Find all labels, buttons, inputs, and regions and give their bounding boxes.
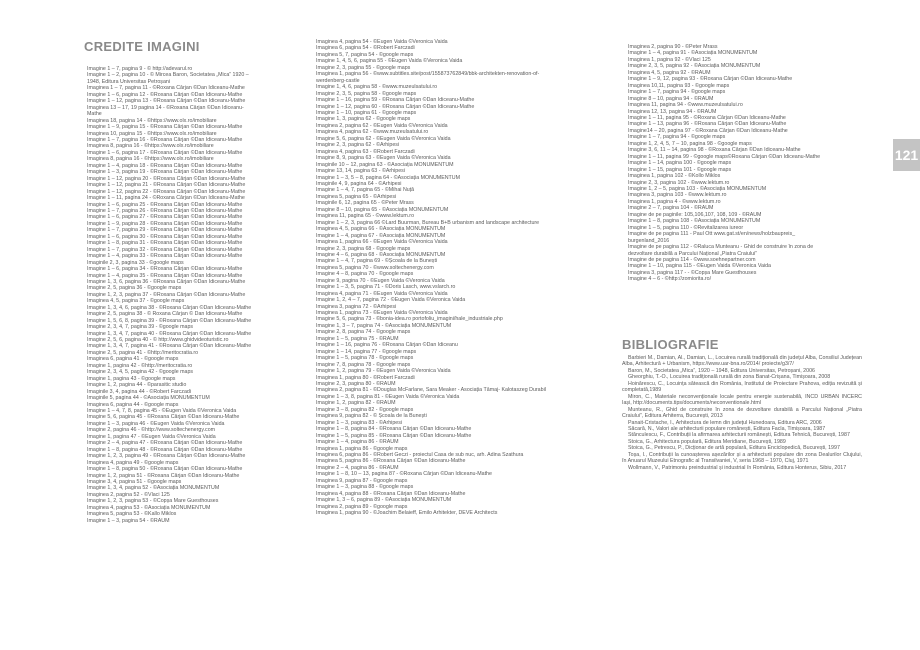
credit-line: Imaginea 4, 5, pagina 92 - ©RAUM <box>628 69 711 76</box>
credit-line: Imaginile 6, 12, pagina 65 - ©Peter Mrass <box>316 200 414 207</box>
credit-line: Imagine 1, 2, pagina 51 - ©Roxana Cârjan ©Dan Idiceanu-Mathe <box>87 472 240 479</box>
credit-line: Imagine 1, 4, 6, pagina 58 - ©www.muzeulsatului.ro <box>316 84 438 91</box>
credit-line: Imaginea 4, pagina 63 - ©Robert Farczadi <box>316 148 415 155</box>
credits-column-2 <box>316 39 616 517</box>
credit-line: Imaginile 4, 9, pagina 64 - ©Arhipesi <box>316 180 402 187</box>
credit-line: Imagine 1 – 4, pagina 67 - ©Asociația MONUMENTUM <box>316 232 446 239</box>
credit-line: Imagine 1 – 8, pagina 108 - ©Asociația MONUMENTUM <box>628 218 761 225</box>
credit-line: Imagine 1 – 4, pagina 86 - ©RAUM <box>316 439 399 446</box>
credit-line: Imagine 1 – 11, pagina 95 - ©Roxana Cârjan ©Dan Idiceanu-Mathe <box>628 114 786 121</box>
credit-line: Imagine 1 – 16, pagina 76 - ©Roxana Cârjan ©Dan Idiceanu <box>316 342 458 349</box>
credit-line: Imagine 1 – 7, pagina 29 - ©Roxana Cârjan ©Dan Idiceanu-Mathe <box>87 227 243 234</box>
credit-line: Imaginea 1, pagina 86 - ©google maps <box>316 445 408 452</box>
credit-line: Imagine 3 – 8, pagina 82 - ©google maps <box>316 406 414 413</box>
credit-line: Imagine 1, 2, pagina 44 - ©parasitic studio <box>87 382 187 389</box>
credit-line: Imagine 1 – 2, 3, pagina 66 ©Lard Buurman, Bureau B+B urbanism and landscape architecture <box>316 219 540 226</box>
credit-line: Imagine 1 – 15, pagina 101 - ©google maps <box>628 166 732 173</box>
credit-line: Imagine 1, 3, pagina 62 - ©google maps <box>316 116 411 123</box>
credit-line: Imagine 2, 3, pagina 102 - ©www.lektum.ro <box>628 179 730 186</box>
credit-line: Imagine 1 – 3, 8, pagina 81 - ©Eugen Vaida ©Veronica Vaida <box>316 393 460 400</box>
credit-line: Imagine 8, 9, pagina 63 - ©Eugen Vaida ©Veronica Vaida <box>316 155 451 162</box>
credit-line: dezvoltare durabilă a Parcului Național „Piatra Craiului” <box>628 250 757 257</box>
credit-line: Imagine 1, 2, pagina 82 - ©RAUM <box>316 400 396 407</box>
credit-line: Imagine 1 – 13, pagina 96 - ©Roxana Cârjan ©Dan Idiceanu-Mathe <box>628 121 787 128</box>
credit-line: Imagine 2, 3, 4, 7, pagina 39 - ©google maps <box>87 324 194 331</box>
credit-line: Imagine 1 – 10, pagina 115 - ©Eugen Vaida ©Veronica Vaida <box>628 263 771 270</box>
credit-line: Imagine 1 – 2, pagina 10 - © Mircea Baron, Societatea „Mica” 1920 – <box>87 72 249 79</box>
credit-line: Imagine 1 – 7, pagina 26 - ©Roxana Cârjan ©Dan Idiceanu-Mathe <box>87 207 243 214</box>
credit-line: Imagine 1 – 3, pagina 83 - ©Arhipesi <box>316 419 403 426</box>
credit-line: Imagine 2, 3, pagina 68 - ©google maps <box>316 245 411 252</box>
bibliography-entry: Săcară, N., Valori ale arhitecturii populare românești, Editura Facla, Timișoara, 1987 <box>628 425 826 432</box>
credit-line: Imaginea 2, pagina 81 - ©Douglas McFarlane, Sara Meaker - Asociația Tâmaj- Kalotaszeg Durabil <box>316 387 546 394</box>
credit-line: Imagine 1 – 5, pagina 85 - ©Roxana Cârjan ©Dan Idiceanu-Mathe <box>316 432 472 439</box>
credit-line: Imagine 1 – 5, pagina 78 - ©google maps <box>316 355 414 362</box>
bibliography-entry: Wollmann, V., Patrimoniu preindustrial și industrial în România, Editura Honterus, Sibiu, 2017 <box>628 464 847 471</box>
credit-line: Imaginea 6, pagina 41 - ©google maps <box>87 356 179 363</box>
credit-line: Imaginea 1, pagina 4 - ©www.lektum.ro <box>628 198 721 205</box>
credit-line: Imagine 1 – 16, pagina 59 - ©Roxana Cârjan ©Dan Idiceanu-Mathe <box>316 97 475 104</box>
credit-line: Imaginea 1, pagina 66 - ©Eugen Vaida ©Veronica Vaida <box>316 239 448 246</box>
credit-line: Imagine 1 – 4, 7, pagina 69 - ©Școala de la Bunești <box>316 258 438 265</box>
credit-line: Imagine 13, 14, pagina 63 - ©Arhipesi <box>316 168 406 175</box>
credit-line: Imaginile 2, 3, pagina 33 - ©google maps <box>87 259 184 266</box>
credit-line: Imagine 2, 3, pagina 62 - ©Arhipesi <box>316 142 400 149</box>
credit-line: Imagine 2, 3, 5, pagina 58 - ©google maps <box>316 90 417 97</box>
credit-line: Imagine 2 – 4, pagina 47 - ©Roxana Cârjan ©Dan Idiceanu-Mathe <box>87 440 243 447</box>
credit-line: Imagine 1 – 12, pagina 60 - ©Roxana Cârjan ©Dan Idiceanu-Mathe <box>316 103 475 110</box>
credit-line: Imagine 2, 3, pagina 55 - ©google maps <box>316 64 411 71</box>
credit-line: Imaginea 5, pagina 86 - ©Roxana Cârjan ©Dan Idiceanu-Mathe <box>316 458 466 465</box>
credit-line: Imagine 1 – 4, pagina 35 - ©Roxana Cârjan ©Dan Idiceanu-Mathe <box>87 272 243 279</box>
credit-line: Imaginea 4, pagina 71 - ©Eugen Vaida ©Veronica Vaida <box>316 290 448 297</box>
credit-line: Imagine 4 – 8, pagina 70 - ©google maps <box>316 271 414 278</box>
bibliography-list <box>622 355 862 471</box>
credit-line: Imagine 1 – 3, 5, pagina 71 - ©Doris Lasch, www.vslarch.ro <box>316 284 456 291</box>
credits-column-3 <box>628 44 860 283</box>
credit-line: Imagine 1 – 12, pagina 20 - ©Roxana Cârjan ©Dan Idiceanu-Mathe <box>87 175 246 182</box>
credit-line: Imagine 1 – 4, 7, pagina 65 - ©Mihai Nuță <box>316 187 415 194</box>
credit-line: Imagine 1 – 7, pagina 32 - ©Roxana Cârjan ©Dan Idiceanu-Mathe <box>87 246 243 253</box>
credit-line: Imagine 1 – 6, pagina 25 - ©Roxana Cârjan ©Dan Idiceanu-Mathe <box>87 201 243 208</box>
credit-line: Imaginea 4, pagina 54 - ©Eugen Vaida ©Veronica Vaida <box>316 39 448 45</box>
bibliography-entry: Stănculescu, F., Contribuții la afirmarea arhitecturii românești, Editura Tehnică, București, 1987 <box>628 432 850 439</box>
credit-line: Imagine 2, 5, pagina 38 - © Roxana Cârjan © Dan Idiceanu-Mathe <box>87 311 243 318</box>
credit-line: Imagine 2, 3, 4, 5, pagina 42 - ©google maps <box>87 369 194 376</box>
credit-line: Imaginea 12, 13, pagina 94 - ©RAUM <box>628 108 717 115</box>
credit-line: Imagine de pe pagina 111 - Paul Ott www.gat.st/en/news/holzbaupreis_ <box>628 231 796 238</box>
credit-line: Imaginea 2, pagina 62 - ©Eugen Vaida ©Veronica Vaida <box>316 122 448 129</box>
credit-line: Imagine 5, 6, pagina 73 - ©bonia-idea.ro portofoliu_imagini/hale_industriale.php <box>316 316 503 323</box>
credit-line: Imagine de pe pagina 112 - ©Raluca Munteanu - Ghid de construire în zona de <box>628 244 814 251</box>
credit-line: Imagine 4 – 6 - ©http://zomiorita.ro/ <box>628 276 712 283</box>
credit-line: Imaginea 2, pagina 89 - ©google maps <box>316 503 408 510</box>
credit-line: Imagine 2, pagina 46 - ©http://www.soltechenergy.com <box>87 427 216 434</box>
page-number-tab: 121 <box>893 139 920 171</box>
credit-line: Imaginea 9, pagina 87 - ©google maps <box>316 477 408 484</box>
credit-line: Imagine 1 – 7, pagina 16 - ©Roxana Cârjan ©Dan Idiceanu-Mathe <box>87 136 243 143</box>
credit-line: Imaginea 4, pagina 88 - ©Roxana Cârjan ©Dan Idiceanu-Mathe <box>316 490 466 497</box>
bibliography-entry: Baron, M., Societatea „Mica”, 1920 – 1948, Editura Universitas, Petroșani, 2006 <box>628 367 815 374</box>
credit-line: Imagine 1 – 5, pagina 110 - ©Revitalizarea iureor <box>628 224 744 231</box>
credit-line: Imagine 1 – 3, pagina 88 - ©google maps <box>316 484 414 491</box>
bibliography-entry: Stoica, G., Petrescu, P., Dicționar de artă populară, Editura Enciclopedică, București, 1997 <box>628 445 840 452</box>
credit-line: Imagine 1 – 14, pagina 77 - ©google maps <box>316 348 417 355</box>
credit-line: Imagine 1 – 4, 7, 8, pagina 45 - ©Eugen Vaida ©Veronica Vaida <box>87 408 237 415</box>
credit-line: Imagine 1 – 9, pagina 15 - ©Roxana Cârjan ©Dan Idiceanu-Mathe <box>87 124 243 131</box>
credit-line: Imaginea 8, pagina 16 - ©https://www.olx.ro/imobiliare <box>87 156 214 163</box>
credit-line: Imagine 1, 3, 4, 7, pagina 41 - ©Roxana Cârjan ©Dan Idiceanu-Mathe <box>87 343 252 350</box>
credit-line: Imagine 1 – 9, 12, pagina 93 - ©Roxana Cârjan ©Dan Idiceanu-Mathe <box>628 76 793 83</box>
credit-line: Imaginea 1, pagina 56 - ©www.subtitles.site/post/155873762849/bbk-architekten-renovation-of- <box>316 71 540 78</box>
credit-line: Imagine 1, 2, 4, 5, 7 – 10, pagina 98 - ©google maps <box>628 140 752 147</box>
credit-line: Imaginea 5, pagina 70 - ©www.soltechenergy.com <box>316 264 434 271</box>
credit-line: Imaginile 5, pagina 44 - ©Asociația MONUMENTUM <box>87 395 210 402</box>
credit-line: Imagine de pe pagina 114 - ©www.soehnepartner.com <box>628 256 756 263</box>
credit-line: Imagine 1 – 4, pagina 33 - ©Roxana Cârjan ©Dan Idiceanu-Mathe <box>87 253 243 260</box>
credit-line: Imagine 1, 3 – 6, pagina 89 - ©Asociația MONUMENTUM <box>316 497 452 504</box>
credit-line: Imagine 1, 2, 3, pagina 49 - ©Roxana Cârjan ©Dan Idiceanu-Mathe <box>87 453 246 460</box>
credit-line: Imagine 1 – 12, pagina 13 - ©Roxana Cârjan ©Dan Idiceanu-Mathe <box>87 98 246 105</box>
credit-line: Imagine 2 – 4, pagina 86 - ©RAUM <box>316 464 399 471</box>
credit-line: Mathe <box>87 111 102 118</box>
bibliography-entry: Gheorghiu, T.-O., Locuirea tradițională rurală din zona Banat-Crișana, Timișoara, 2008 <box>628 374 831 381</box>
credit-line: Imaginea 6, pagina 44 - ©google maps <box>87 401 179 408</box>
credit-line: Imagine 1, 2 – 5, pagina 103 - ©Asociația MONUMENTUM <box>628 185 767 192</box>
credit-line: Imagine 1 – 11, pagina 24 - ©Roxana Cârjan ©Dan Idiceanu-Mathe <box>87 195 245 202</box>
credit-line: burgenland_2016 <box>628 237 670 244</box>
credit-line: Imaginea 1 – 7, pagina 11 - ©Roxana Cârjan ©Dan Idiceanu-Mathe <box>87 85 245 92</box>
credit-line: Imagine 3, 4, pagina 51 - ©google maps <box>87 479 182 485</box>
credit-line: Imaginea 11, pagina 94 - ©www.muzeulsatului.ro <box>628 102 743 109</box>
credit-line: Imagine 1 – 6, pagina 27 - ©Roxana Cârjan ©Dan Idiceanu-Mathe <box>87 214 243 221</box>
credit-line: Imagine 1 – 11, pagina 99 - ©google maps©Roxana Cârjan ©Dan Idiceanu-Mathe <box>628 153 821 160</box>
credit-line: Imaginea 2, pagina 52 - ©Vlaci 125 <box>87 491 170 498</box>
credit-line: Imagine 2, 5, pagina 36 - ©google maps <box>87 285 182 292</box>
credit-line: Imagine 5, 6, pagina 62 - ©Eugen Vaida ©Veronica Vaida <box>316 135 451 142</box>
credit-line: Imaginea 3, pagina 103 - ©www.lektum.ro <box>628 192 727 199</box>
credit-line: Imagine 1 – 14, pagina 100 - ©google maps <box>628 160 732 167</box>
credit-line: Imaginea 10, pagina 15 - ©https://www.olx.ro/imobiliare <box>87 130 217 137</box>
credit-line: Imagine 1 – 6, pagina 34 - ©Roxana Cârjan ©Dan Idiceanu-Mathe <box>87 266 243 273</box>
credit-line: werdenberg-castle <box>316 77 360 84</box>
credit-line: Imaginile 3, 4, pagina 44 - ©Robert Farczadi <box>87 388 192 395</box>
credit-line: Imagine 1, 3, 4, 7, pagina 40 - ©Roxana Cârjan ©Dan Idiceanu-Mathe <box>87 330 252 337</box>
credit-line: Imagine 1 – 7, pagina 9 - © http://adevarul.ro <box>87 66 193 72</box>
bibliography-entry: Miron, C., Materiale neconvenționale locale pentru energie sustenabilă, INCD URBAN INCERC Iași, http://documents.tips/documents/neconventionale.html <box>622 393 862 407</box>
credits-heading: CREDITE IMAGINI <box>84 39 200 54</box>
credit-line: Imagine 1, 3 – 7, pagina 74 - ©Asociația MONUMENTUM <box>316 322 452 329</box>
credit-line: Imagine 1 – 7, pagina 94 - ©google maps <box>628 134 726 141</box>
credit-line: Imagine 1 – 3, pagina 54 - ©RAUM <box>87 517 170 524</box>
credit-line: Imagine 2, 3, pagina 80 - ©RAUM <box>316 381 396 388</box>
credit-line: Imagine 1 – 3, pagina 19 - ©Roxana Cârjan ©Dan Idiceanu-Mathe <box>87 169 243 176</box>
credit-line: Imaginea 13 – 17, 19 pagina 14 - ©Roxana Cârjan ©Dan Idiceanu- <box>87 104 244 111</box>
credit-line: Imagine14 – 20, pagina 97 - ©Roxana Cârjan ©Dan Idiceanu-Mathe <box>628 127 788 134</box>
credit-line: Imagine 1, pagina 43 - ©google maps <box>87 375 176 382</box>
credit-line: Imagine 1 – 9, pagina 28 - ©Roxana Cârjan ©Dan Idiceanu-Mathe <box>87 220 243 227</box>
credit-line: Imagine 1, 5, 6, 8, pagina 39 - ©Roxana Cârjan ©Dan Idiceanu-Mathe <box>87 317 252 324</box>
credit-line: Imaginea 4, pagina 53 - ©Asociația MONUMENTUM <box>87 504 211 511</box>
credit-line: Imagine 1 – 12, pagina 22 - ©Roxana Cârjan ©Dan Idiceanu-Mathe <box>87 188 246 195</box>
credit-line: Imagine 1, pagina 42 - ©http://meritocratia.ro <box>87 362 193 369</box>
credit-line: Imagine 1 – 10, pagina 61 - ©google maps <box>316 109 417 116</box>
credit-line: Imagine 1 – 8, pagina 84 - ©Roxana Cârjan ©Dan Idiceanu-Mathe <box>316 426 472 433</box>
credit-line: Imaginea 1, pagina 73 - ©Eugen Vaida ©Veronica Vaida <box>316 310 448 317</box>
credit-line: Imagine 1 – 8, pagina 31 - ©Roxana Cârjan ©Dan Idiceanu-Mathe <box>87 240 243 247</box>
bibliography-entry: Barbieri M., Damian, Al., Damian, L., Locuirea rurală tradițională din județul Alba, Consiliul Județean Alba, Arhitectură + Urbanism, https://www.uar-bna.ro/2014/ proiecte/g3/7/ <box>622 355 862 368</box>
credit-line: Imagine 4 – 6, pagina 68 - ©Asociația MONUMENTUM <box>316 251 446 258</box>
credit-line: Imaginea 1, pagina 80 - ©Robert Farczadi <box>316 374 415 381</box>
credit-line: Imaginea 3, pagina 117 - - ©Copșa Mare Guesthouses <box>628 269 757 276</box>
credit-line: Imagine 3, 6, 11 – 14, pagina 98 - ©Roxana Cârjan ©Dan Idiceanu-Mathe <box>628 147 801 154</box>
credit-line: Imagine 2, 3, 5, pagina 92 - ©Asociația MONUMENTUM <box>628 63 761 70</box>
credit-line: Imagine 2 – 7, pagina 104 - ©RAUM <box>628 205 714 212</box>
credit-line: Imagine 8 – 10, pagina 94 - ©RAUM <box>628 95 714 102</box>
credit-line: Imagine de pe paginile: 105,106,107, 108, 109 - ©RAUM <box>628 211 762 218</box>
credit-line: Imaginea 4, pagina 62 - ©www.muzeulsatului.ro <box>316 129 429 136</box>
credit-line: 1948, Editura Universitas Petroșani <box>87 78 171 85</box>
credit-line: Imagine 1, 4, 5, 6, pagina 55 - ©Eugen Vaida ©Veronica Vaida <box>316 58 463 65</box>
credits-column-1 <box>87 66 303 524</box>
credit-line: Imagine 1 – 8, pagina 50 - ©Roxana Cârjan ©Dan Idiceanu-Mathe <box>87 466 243 473</box>
credit-line: Imagine 1 – 6, pagina 30 - ©Roxana Cârjan ©Dan Idiceanu-Mathe <box>87 233 243 240</box>
credit-line: Imagine 1 – 12, pagina 21 - ©Roxana Cârjan ©Dan Idiceanu-Mathe <box>87 182 246 189</box>
credit-line: Imagine 7, 8, pagina 78 - ©google maps <box>316 361 411 368</box>
credit-line: Imagine 2, 8, pagina 74 - ©google maps <box>316 329 411 336</box>
credit-line: Imaginea 18, pagina 14 - ©https://www.olx.ro/imobiliare <box>87 117 217 124</box>
credit-line: Imaginea 5, pagina 53 - ©Kallo Miklos <box>87 511 177 518</box>
credit-line: Imaginea 1, pagina 92 - ©Vlaci 125 <box>628 56 711 63</box>
credit-line: Imagine 9, pagina 70 - ©Eugen Vaida ©Veronica Vaida <box>316 277 445 284</box>
credit-line: Imagine 1 – 4, pagina 91 - ©Asociația MONUMENTUM <box>628 50 758 57</box>
credit-line: Imaginea 6, pagina 54 - ©Robert Farczadi <box>316 45 415 52</box>
bibliography-entry: Toșa, I., Contribuții la cunoașterea așezărilor și a arhitecturii populare din zona Dealurilor Clujului, în Anuarul Muzeului Etnografic al Transilvaniei, V, seria 1968 – 1970, Cluj, 1971 <box>622 451 862 465</box>
credit-line: Imagine 1 – 6, pagina 17 - ©Roxana Cârjan ©Dan Idiceanu-Mathe <box>87 149 243 156</box>
credit-line: Imaginea 4, pagina 49 - ©google maps <box>87 459 179 466</box>
credit-line: Imagine 1 – 7, pagina 94 - ©google maps <box>628 89 726 96</box>
credit-line: Imaginea 5, 7, pagina 54 - ©google maps <box>316 51 414 58</box>
credit-line: Imaginea 8, pagina 16 - ©https://www.olx.ro/imobiliare <box>87 143 214 150</box>
credit-line: Imagine 1, 3, 6, pagina 36 - ©Roxana Cârjan ©Dan Idiceanu-Mathe <box>87 278 246 285</box>
credit-line: Imagine 1 – 3, pagina 46 - ©Eugen Vaida ©Veronica Vaida <box>87 420 225 427</box>
credit-line: Imaginea 11, pagina 65 - ©www.lektum.ro <box>316 213 415 220</box>
bibliography-entry: Hoinărescu, C., Locuința sătească din România, Institutul de Proiectare Prahova, ediția revizuită și completată,1989 <box>622 380 862 394</box>
credit-line: Imaginea 6, pagina 86 - ©Robert Geczi - proiectul Casa de sub nuc, arh. Adina Szathura <box>316 452 524 458</box>
credit-line: Imaginea 10,11, pagina 93 - ©google maps <box>628 82 730 89</box>
credit-line: Imagine 8 – 10, pagina 65 - ©Asociația MONUMENTUM <box>316 206 449 213</box>
credit-line: Imagine 1 – 5, pagina 75 - ©RAUM <box>316 335 399 342</box>
credit-line: Imaginea 1, pagina 90 - ©Joachim Belaieff, Emilo Arhitekter, DEVE Architects <box>316 510 498 517</box>
credit-line: Imagine 1, 2, pagina 79 - ©Eugen Vaida ©Veronica Vaida <box>316 368 451 375</box>
credit-line: Imagine 2, 5, pagina 41 - ©http://meritocratia.ro <box>87 349 199 356</box>
credit-line: Imagine 5, 6, pagina 45 - ©Roxana Cârjan ©Dan Idiceanu-Mathe <box>87 414 240 421</box>
credit-line: Imagine 2, 5, 6, pagina 40 - © http://www.ghidvideoturistic.ro <box>87 337 229 344</box>
credit-line: Imagine 1, 3, 4, 6, pagina 38 - ©Roxana Cârjan ©Dan Idiceanu-Mathe <box>87 304 252 311</box>
credit-line: Imaginile 10 – 12, pagina 63 - ©Asociația MONUMENTUM <box>316 161 454 168</box>
credit-line: Imagine 1 – 8, pagina 48 - ©Roxana Cârjan ©Dan Idiceanu-Mathe <box>87 446 243 453</box>
credit-line: Imaginea 3, pagina 72 - ©Arhipesi <box>316 303 397 310</box>
bibliography-entry: Stoica, G., Arhitectura populară, Editura Meridiane, București, 1989 <box>628 438 786 445</box>
credit-line: Imaginea 9, pagina 82 - © Școala de la Bunești <box>316 413 427 420</box>
credit-line: Imaginea 5, pagina 65 - ©Arhipesi <box>316 193 397 200</box>
bibliography-heading: BIBLIOGRAFIE <box>622 337 719 352</box>
credit-line: Imaginea 1, pagina 102 - ©Kollo Miklos <box>628 173 721 180</box>
credit-line: Imagine 1 – 4, pagina 18 - ©Roxana Cârjan ©Dan Idiceanu-Mathe <box>87 162 243 169</box>
credit-line: Imaginea 4, 5, pagina 37 - ©google maps <box>87 298 185 305</box>
credit-line: Imagine 1 – 6, pagina 12 - ©Roxana Cârjan ©Dan Idiceanu-Mathe <box>87 91 243 98</box>
credit-line: Imagine 1, pagina 47 - ©Eugen Vaida ©Veronica Vaida <box>87 433 216 440</box>
credit-line: Imagine 1, 3, 4, pagina 52 - ©Asociația MONUMENTUM <box>87 485 220 492</box>
bibliography-entry: Munteanu, R., Ghid de construire în zona de dezvoltare durabilă a Parcului Național „Piatra Craiului”, Editura Arhiterra, București, 2013 <box>622 406 862 420</box>
credit-line: Imagine 1, 2, 3, pagina 37 - ©Roxana Cârjan ©Dan Idiceanu-Mathe <box>87 291 246 298</box>
credit-line: Imaginea 2, pagina 90 - ©Peter Mrass <box>628 44 718 50</box>
credit-line: Imagine 1, 2, 4 – 7, pagina 72 - ©Eugen Vaida ©Veronica Vaida <box>316 297 466 304</box>
credit-line: Imagine 1, 2, 3, pagina 53 - ©Copșa Mare Guesthouses <box>87 498 219 505</box>
bibliography-entry: Panait-Cristache, I., Arhitectura de lemn din județul Hunedoara, Editura ARC, 2006 <box>628 419 822 426</box>
credit-line: Imagine 1 – 3, 5 – 8, pagina 64 - ©Asociația MONUMENTUM <box>316 174 461 181</box>
credit-line: Imagine 1 – 8, 10 – 13, pagina 87 - ©Roxana Cârjan ©Dan Idiceanu-Mathe <box>316 471 492 478</box>
credit-line: Imaginea 4, 5, pagina 66 - ©Asociația MONUMENTUM <box>316 226 446 233</box>
